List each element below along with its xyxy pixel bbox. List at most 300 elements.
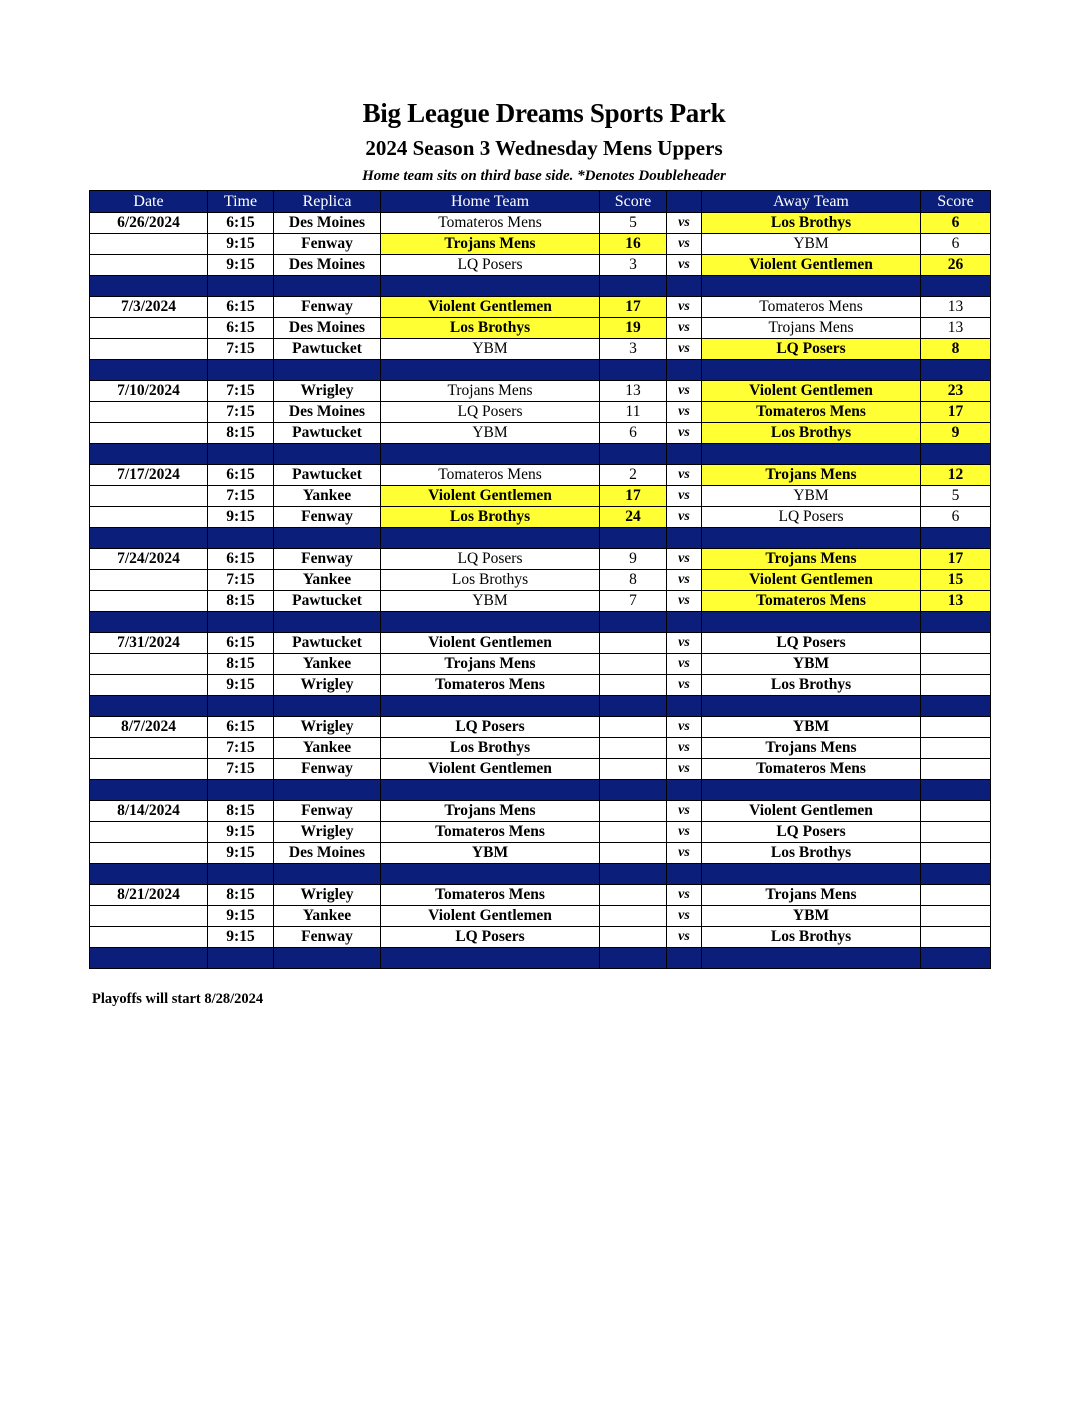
week-separator-row [90,276,991,297]
separator-cell [208,696,274,717]
home-team-cell: Violent Gentlemen [381,297,600,318]
separator-cell [921,612,991,633]
home-team-cell: Violent Gentlemen [381,906,600,927]
separator-cell [702,276,921,297]
home-team-cell: Tomateros Mens [381,465,600,486]
table-row [90,234,991,255]
separator-cell [208,528,274,549]
home-team-cell: Violent Gentlemen [381,633,600,654]
vs-cell: vs [667,213,702,234]
separator-cell [381,612,600,633]
time-cell: 7:15 [208,570,274,591]
date-cell [90,234,208,255]
date-cell: 7/17/2024 [90,465,208,486]
separator-cell [274,612,381,633]
table-row [90,255,991,276]
home-score-cell: 13 [600,381,667,402]
separator-cell [90,612,208,633]
time-cell: 7:15 [208,381,274,402]
column-header-date: Date [90,191,208,213]
away-score-cell [921,801,991,822]
away-score-cell [921,759,991,780]
time-cell: 7:15 [208,738,274,759]
away-score-cell: 9 [921,423,991,444]
date-cell [90,255,208,276]
field-cell: Wrigley [274,381,381,402]
separator-cell [208,780,274,801]
home-score-cell [600,885,667,906]
separator-cell [381,444,600,465]
field-cell: Yankee [274,906,381,927]
home-team-cell: LQ Posers [381,402,600,423]
date-cell [90,927,208,948]
separator-cell [600,696,667,717]
separator-cell [381,864,600,885]
away-team-cell: YBM [702,906,921,927]
date-cell [90,507,208,528]
home-score-cell [600,717,667,738]
date-cell [90,318,208,339]
separator-cell [667,528,702,549]
separator-cell [381,948,600,969]
separator-cell [702,360,921,381]
home-team-cell: Trojans Mens [381,381,600,402]
away-team-cell: Tomateros Mens [702,591,921,612]
home-team-cell: Los Brothys [381,507,600,528]
separator-cell [381,528,600,549]
date-cell [90,570,208,591]
away-score-cell [921,927,991,948]
away-score-cell: 6 [921,234,991,255]
table-row [90,486,991,507]
field-cell: Des Moines [274,318,381,339]
time-cell: 6:15 [208,717,274,738]
column-header-home-team: Home Team [381,191,600,213]
column-header-vs [667,191,702,213]
separator-cell [667,696,702,717]
week-separator-row [90,948,991,969]
vs-cell: vs [667,297,702,318]
home-score-cell: 5 [600,213,667,234]
date-cell [90,486,208,507]
home-team-cell: LQ Posers [381,717,600,738]
column-header-home-score: Score [600,191,667,213]
header-row [90,191,991,213]
field-cell: Yankee [274,738,381,759]
time-cell: 6:15 [208,297,274,318]
time-cell: 9:15 [208,675,274,696]
separator-cell [274,276,381,297]
field-cell: Pawtucket [274,465,381,486]
away-score-cell: 26 [921,255,991,276]
table-row [90,297,991,318]
separator-cell [274,528,381,549]
vs-cell: vs [667,381,702,402]
separator-cell [208,276,274,297]
time-cell: 8:15 [208,801,274,822]
separator-cell [702,444,921,465]
away-score-cell [921,885,991,906]
away-team-cell: LQ Posers [702,507,921,528]
separator-cell [921,780,991,801]
column-header-time: Time [208,191,274,213]
table-row [90,213,991,234]
date-cell: 8/14/2024 [90,801,208,822]
separator-cell [90,780,208,801]
home-team-cell: YBM [381,339,600,360]
home-team-cell: Trojans Mens [381,801,600,822]
separator-cell [921,696,991,717]
home-team-cell: Los Brothys [381,318,600,339]
separator-cell [702,696,921,717]
field-cell: Wrigley [274,717,381,738]
separator-cell [702,780,921,801]
date-cell: 8/21/2024 [90,885,208,906]
vs-cell: vs [667,927,702,948]
separator-cell [600,780,667,801]
separator-cell [667,780,702,801]
away-team-cell: Violent Gentlemen [702,255,921,276]
week-separator-row [90,864,991,885]
table-row [90,717,991,738]
away-score-cell: 8 [921,339,991,360]
home-score-cell: 8 [600,570,667,591]
away-score-cell: 12 [921,465,991,486]
table-row [90,822,991,843]
time-cell: 6:15 [208,549,274,570]
table-row [90,549,991,570]
separator-cell [274,948,381,969]
home-score-cell: 3 [600,339,667,360]
home-team-cell: Tomateros Mens [381,885,600,906]
home-score-cell [600,801,667,822]
vs-cell: vs [667,402,702,423]
away-team-cell: YBM [702,717,921,738]
home-team-cell: Los Brothys [381,738,600,759]
week-separator-row [90,612,991,633]
field-cell: Des Moines [274,213,381,234]
vs-cell: vs [667,318,702,339]
away-score-cell [921,822,991,843]
separator-cell [702,612,921,633]
home-score-cell [600,654,667,675]
separator-cell [600,360,667,381]
separator-cell [274,780,381,801]
away-team-cell: Violent Gentlemen [702,381,921,402]
table-row [90,759,991,780]
away-score-cell: 13 [921,297,991,318]
column-header-away-team: Away Team [702,191,921,213]
home-score-cell [600,906,667,927]
time-cell: 7:15 [208,486,274,507]
time-cell: 8:15 [208,423,274,444]
separator-cell [274,696,381,717]
away-score-cell: 23 [921,381,991,402]
home-team-cell: LQ Posers [381,255,600,276]
table-row [90,570,991,591]
separator-cell [90,696,208,717]
away-team-cell: Tomateros Mens [702,759,921,780]
table-row [90,843,991,864]
home-score-cell: 17 [600,297,667,318]
home-score-cell: 11 [600,402,667,423]
field-cell: Yankee [274,486,381,507]
time-cell: 9:15 [208,843,274,864]
separator-cell [702,864,921,885]
away-team-cell: Los Brothys [702,213,921,234]
away-team-cell: LQ Posers [702,822,921,843]
time-cell: 9:15 [208,906,274,927]
separator-cell [921,528,991,549]
week-separator-row [90,360,991,381]
separator-cell [90,864,208,885]
away-score-cell: 13 [921,591,991,612]
table-row [90,591,991,612]
away-team-cell: Los Brothys [702,843,921,864]
away-team-cell: LQ Posers [702,633,921,654]
home-team-cell: LQ Posers [381,549,600,570]
separator-cell [600,528,667,549]
table-row [90,801,991,822]
field-cell: Yankee [274,654,381,675]
away-score-cell: 17 [921,549,991,570]
away-team-cell: Tomateros Mens [702,297,921,318]
field-cell: Fenway [274,927,381,948]
separator-cell [381,276,600,297]
separator-cell [667,444,702,465]
home-team-cell: LQ Posers [381,927,600,948]
vs-cell: vs [667,654,702,675]
away-score-cell [921,633,991,654]
home-team-cell: Violent Gentlemen [381,759,600,780]
away-team-cell: Trojans Mens [702,885,921,906]
vs-cell: vs [667,738,702,759]
away-team-cell: Trojans Mens [702,465,921,486]
field-cell: Pawtucket [274,423,381,444]
vs-cell: vs [667,465,702,486]
separator-cell [381,780,600,801]
vs-cell: vs [667,507,702,528]
table-row [90,423,991,444]
separator-cell [921,444,991,465]
table-row [90,927,991,948]
away-team-cell: Los Brothys [702,927,921,948]
time-cell: 6:15 [208,633,274,654]
date-cell [90,402,208,423]
separator-cell [600,276,667,297]
field-cell: Fenway [274,759,381,780]
field-cell: Des Moines [274,255,381,276]
separator-cell [208,612,274,633]
table-row [90,381,991,402]
separator-cell [274,864,381,885]
separator-cell [702,948,921,969]
vs-cell: vs [667,801,702,822]
separator-cell [600,444,667,465]
time-cell: 7:15 [208,402,274,423]
home-team-cell: Tomateros Mens [381,822,600,843]
vs-cell: vs [667,906,702,927]
week-separator-row [90,528,991,549]
separator-cell [921,864,991,885]
home-score-cell [600,843,667,864]
separator-cell [667,948,702,969]
date-cell [90,822,208,843]
separator-cell [381,696,600,717]
home-score-cell: 2 [600,465,667,486]
date-cell [90,906,208,927]
away-team-cell: Los Brothys [702,675,921,696]
away-team-cell: Trojans Mens [702,738,921,759]
separator-cell [208,948,274,969]
away-score-cell [921,906,991,927]
week-separator-row [90,444,991,465]
field-cell: Pawtucket [274,633,381,654]
away-score-cell [921,675,991,696]
separator-cell [90,360,208,381]
time-cell: 6:15 [208,465,274,486]
table-row [90,402,991,423]
vs-cell: vs [667,885,702,906]
week-separator-row [90,780,991,801]
away-score-cell [921,738,991,759]
date-cell: 6/26/2024 [90,213,208,234]
away-team-cell: YBM [702,234,921,255]
separator-cell [600,612,667,633]
separator-cell [90,276,208,297]
vs-cell: vs [667,675,702,696]
home-score-cell: 24 [600,507,667,528]
time-cell: 8:15 [208,654,274,675]
away-team-cell: Tomateros Mens [702,402,921,423]
date-cell [90,843,208,864]
date-cell [90,759,208,780]
separator-cell [381,360,600,381]
schedule-table [89,190,991,969]
time-cell: 7:15 [208,339,274,360]
vs-cell: vs [667,759,702,780]
home-team-cell: YBM [381,423,600,444]
field-cell: Des Moines [274,402,381,423]
separator-cell [208,864,274,885]
home-score-cell [600,633,667,654]
separator-cell [921,360,991,381]
time-cell: 6:15 [208,318,274,339]
away-score-cell: 5 [921,486,991,507]
home-score-cell: 6 [600,423,667,444]
vs-cell: vs [667,234,702,255]
away-score-cell: 6 [921,213,991,234]
date-cell [90,654,208,675]
field-cell: Fenway [274,549,381,570]
header-note: Home team sits on third base side. *Denotes Doubleheader [362,168,726,184]
field-cell: Wrigley [274,822,381,843]
table-row [90,738,991,759]
page-title: Big League Dreams Sports Park [362,98,726,128]
away-team-cell: Violent Gentlemen [702,801,921,822]
home-team-cell: Tomateros Mens [381,675,600,696]
date-cell: 7/31/2024 [90,633,208,654]
separator-cell [667,276,702,297]
separator-cell [921,276,991,297]
schedule-body [90,213,991,969]
home-team-cell: YBM [381,843,600,864]
field-cell: Pawtucket [274,591,381,612]
week-separator-row [90,696,991,717]
date-cell: 8/7/2024 [90,717,208,738]
separator-cell [600,864,667,885]
field-cell: Pawtucket [274,339,381,360]
away-score-cell: 17 [921,402,991,423]
date-cell: 7/3/2024 [90,297,208,318]
separator-cell [667,360,702,381]
away-team-cell: LQ Posers [702,339,921,360]
away-team-cell: YBM [702,654,921,675]
time-cell: 6:15 [208,213,274,234]
vs-cell: vs [667,423,702,444]
date-cell [90,339,208,360]
away-score-cell: 15 [921,570,991,591]
separator-cell [274,444,381,465]
home-score-cell: 3 [600,255,667,276]
home-score-cell [600,738,667,759]
separator-cell [274,360,381,381]
vs-cell: vs [667,822,702,843]
away-team-cell: YBM [702,486,921,507]
field-cell: Yankee [274,570,381,591]
date-cell [90,591,208,612]
separator-cell [921,948,991,969]
away-team-cell: Trojans Mens [702,318,921,339]
vs-cell: vs [667,255,702,276]
table-row [90,633,991,654]
column-header-away-score: Score [921,191,991,213]
home-team-cell: YBM [381,591,600,612]
home-team-cell: Trojans Mens [381,234,600,255]
date-cell: 7/24/2024 [90,549,208,570]
column-header-replica: Replica [274,191,381,213]
home-score-cell [600,927,667,948]
home-team-cell: Los Brothys [381,570,600,591]
vs-cell: vs [667,339,702,360]
home-score-cell: 19 [600,318,667,339]
separator-cell [208,444,274,465]
away-team-cell: Trojans Mens [702,549,921,570]
time-cell: 8:15 [208,591,274,612]
table-row [90,465,991,486]
field-cell: Fenway [274,297,381,318]
field-cell: Fenway [274,801,381,822]
away-score-cell [921,654,991,675]
table-row [90,885,991,906]
vs-cell: vs [667,633,702,654]
time-cell: 9:15 [208,255,274,276]
away-team-cell: Los Brothys [702,423,921,444]
away-score-cell: 6 [921,507,991,528]
home-score-cell: 16 [600,234,667,255]
separator-cell [208,360,274,381]
away-score-cell [921,717,991,738]
table-row [90,318,991,339]
time-cell: 9:15 [208,234,274,255]
field-cell: Fenway [274,507,381,528]
home-score-cell: 7 [600,591,667,612]
home-team-cell: Violent Gentlemen [381,486,600,507]
vs-cell: vs [667,570,702,591]
separator-cell [667,864,702,885]
vs-cell: vs [667,486,702,507]
date-cell [90,675,208,696]
